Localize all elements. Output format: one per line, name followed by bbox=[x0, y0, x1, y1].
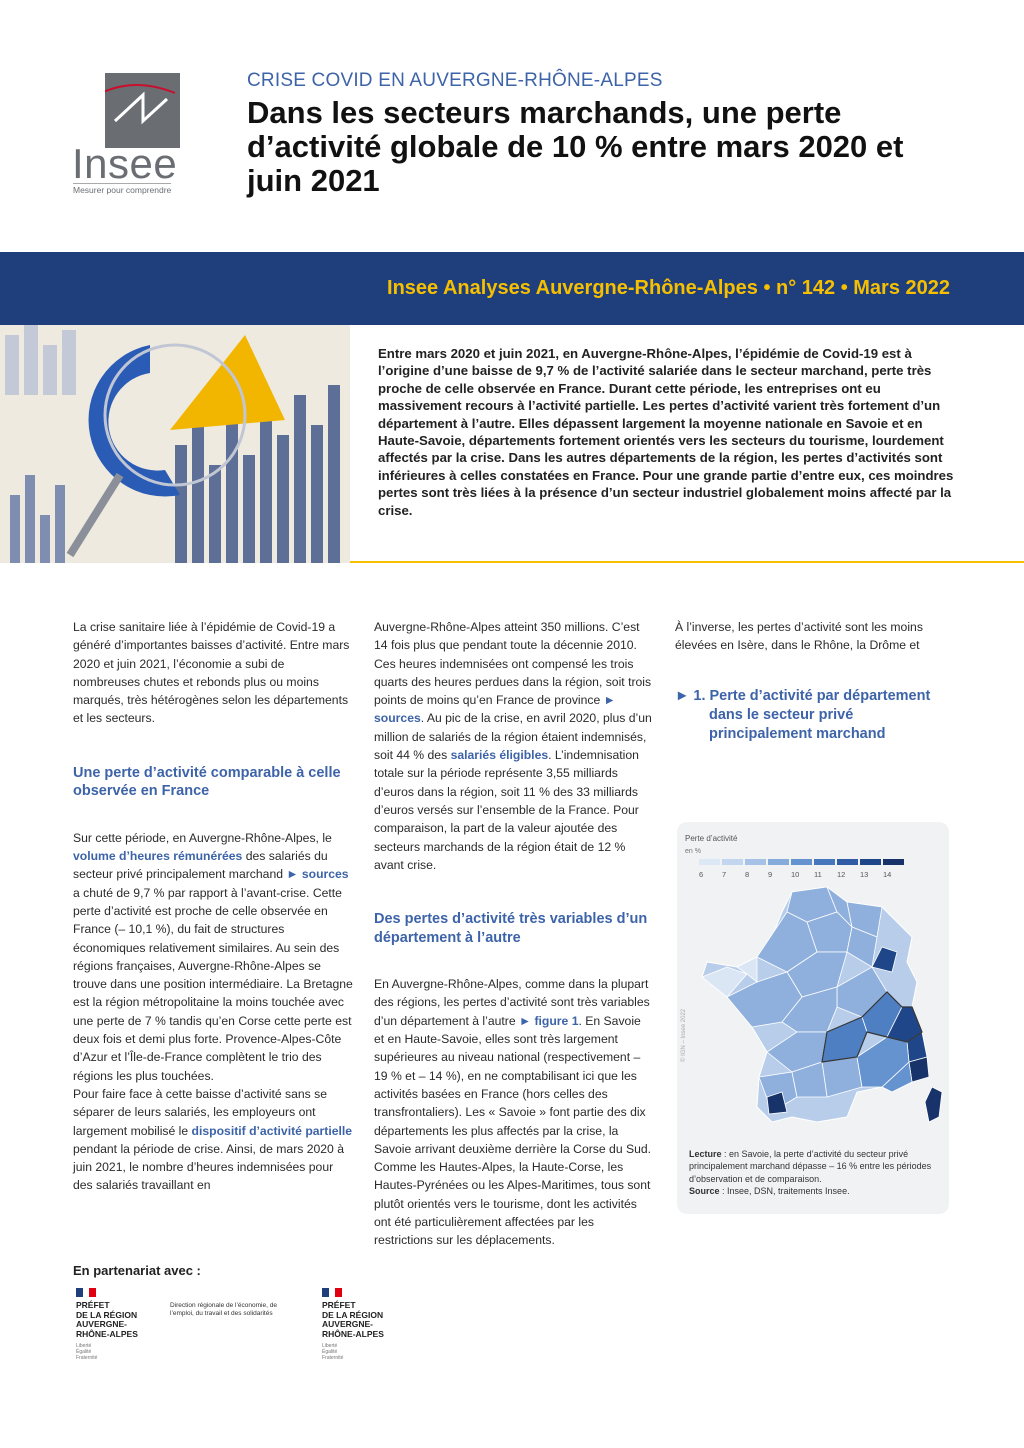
arrow-icon: ► bbox=[286, 867, 302, 882]
legend-swatch bbox=[722, 859, 743, 865]
publication-band bbox=[0, 252, 1024, 325]
legend-swatch bbox=[837, 859, 858, 865]
text-run: Auvergne-Rhône-Alpes atteint 350 millions. C’est 14 fois plus que pendant toute la décennie 2010. Ces heures indemnisées ont compensé les trois quarts des heures perdues dans la région, soit trois points de moins qu’en France de province bbox=[374, 620, 652, 708]
link-sources-2[interactable]: sources bbox=[374, 711, 421, 726]
text-run: . En Savoie et en Haute-Savoie, elles sont très largement supérieures au niveau national (respectivement – 19 % et – 14 %), en ne comptabilisant ici que les activités basées en France (hors celles des transfrontaliers). Les « Savoie » font partie des dix départements les plus affectés par la crise, la Savoie arrivant deuxième derrière la Corse du Sud. Comme les Hautes-Alpes, la Haute-Corse, les Hautes-Pyrénées ou les Alpes-Maritimes, tous sont plutôt orientés vers le tourisme, dont les activités ont été particulièrement affectées par les restrictions sur les déplacements. bbox=[374, 1013, 652, 1248]
text-run: des salariés du secteur privé principalement marchand bbox=[73, 849, 328, 882]
legend-tick: 9 bbox=[768, 870, 773, 879]
link-figure-1[interactable]: figure 1 bbox=[534, 1013, 579, 1028]
section-2-paragraph-2: À l’inverse, les pertes d’activité sont les moins élevées en Isère, dans le Rhône, la Drôme et bbox=[675, 620, 923, 653]
summary-text: Entre mars 2020 et juin 2021, en Auvergne-Rhône-Alpes, l’épidémie de Covid-19 est à l’origine d’une baisse de 9,7 % de l’activité salariée dans le secteur marchand, perte très proche de celle observée en France. Durant cette période, les entreprises ont eu massivement recours à l’activité partielle. Les pertes d’activité varient très fortement d’un département à l’autre. Elles dépassent largement la moyenne nationale en Savoie et en Haute-Savoie, départements fortement orientés vers les secteurs du tourisme, lourdement affectés par la crise. Dans les autres départements de la région, les pertes d’activités sont inférieures à celles constatées en France. Pour une grande partie d’entre eux, ces moindres pertes sont très liées à la présence d’un secteur industriel globalement moins affecté par la crise. bbox=[378, 346, 954, 518]
partner-line: PRÉFET bbox=[76, 1300, 110, 1310]
section-2-heading: Des pertes d’activité très variables d’un département à l’autre bbox=[374, 911, 648, 946]
legend-swatch bbox=[768, 859, 789, 865]
insee-logo bbox=[70, 70, 185, 200]
legend-swatch bbox=[745, 859, 766, 865]
text-run: pendant la période de crise. Ainsi, de mars 2020 à juin 2021, le nombre d’heures indemnisées pour des salariés travaillant en bbox=[73, 1141, 345, 1193]
column-3 bbox=[675, 618, 953, 744]
section-1-heading: Une perte d’activité comparable à celle observée en France bbox=[73, 764, 341, 800]
figure-1-title bbox=[675, 687, 953, 744]
legend-title: Perte d’activité bbox=[685, 834, 738, 843]
legend-tick: 13 bbox=[860, 870, 869, 879]
legend-swatch bbox=[814, 859, 835, 865]
legend-swatch bbox=[699, 859, 720, 865]
legend-swatch bbox=[860, 859, 881, 865]
section-1-paragraph-2 bbox=[73, 1085, 353, 1195]
intro-paragraph: La crise sanitaire liée à l’épidémie de Covid-19 a généré d’importantes baisses d’activité. Entre mars 2020 et juin 2021, l’économie a subi de nombreuses chutes et rebonds plus ou moins marqués, très hétérogènes selon les départements et les secteurs. bbox=[73, 620, 350, 726]
partner-line: AUVERGNE- bbox=[76, 1319, 128, 1329]
legend-tick: 10 bbox=[791, 870, 800, 879]
link-sources[interactable]: sources bbox=[301, 867, 349, 882]
map-credit: © IGN – Insee 2022 bbox=[681, 1008, 687, 1062]
partner-line: RHÔNE-ALPES bbox=[322, 1328, 384, 1339]
arrow-icon: ► bbox=[675, 687, 694, 704]
summary-box bbox=[350, 325, 1024, 563]
arrow-icon: ► bbox=[519, 1013, 535, 1028]
kicker: CRISE COVID EN AUVERGNE-RHÔNE-ALPES bbox=[247, 70, 663, 91]
legend-ticks bbox=[699, 870, 906, 879]
arrow-icon: ► bbox=[603, 693, 616, 708]
note-label: Lecture bbox=[689, 1149, 722, 1159]
text-run: a chuté de 9,7 % par rapport à l’avant-crise. Cette perte d’activité est proche de celle observée en France (– 10,1 %), du fait de structures économiques relativement similaires. Au sein des régions françaises, Auvergne-Rhône-Alpes se trouve dans une position intermédiaire. La Bretagne est la région métropolitaine la moins touchée avec une perte de 7 % tandis qu’en Corse cette perte est deux fois et demi plus forte. Provence-Alpes-Côte d’Azur et l’Île-de-France complètent le trio des régions les plus touchées. bbox=[73, 885, 353, 1083]
figure-1-card bbox=[677, 822, 949, 1214]
legend-tick: 7 bbox=[722, 870, 727, 879]
partner-line: DE LA RÉGION bbox=[322, 1309, 384, 1320]
legend-tick: 12 bbox=[837, 870, 846, 879]
section-1-paragraph-2-cont bbox=[374, 618, 654, 874]
french-flag-icon bbox=[76, 1288, 96, 1297]
page-title: Dans les secteurs marchands, une perte d’activité globale de 10 % entre mars 2020 et juin 2021 bbox=[247, 95, 904, 198]
note-text: : en Savoie, la perte d’activité du secteur privé principalement marchand dépasse – 16 % entre les périodes d’observation et de comparaison. bbox=[689, 1149, 932, 1184]
partner-line: DE LA RÉGION bbox=[76, 1309, 138, 1320]
legend-unit: en % bbox=[685, 848, 701, 855]
text-run: . L’indemnisation totale sur la période représente 3,55 milliards d’euros dans la région, soit 11 % des 33 milliards d’euros versés sur l’ensemble de la France. Pour comparaison, la part de la valeur ajoutée des secteurs marchands de la région était de 12 % avant crise. bbox=[374, 748, 639, 872]
partner-logo-prefet-2 bbox=[322, 1288, 384, 1361]
french-flag-icon bbox=[322, 1288, 342, 1297]
source-label: Source bbox=[689, 1186, 720, 1197]
legend-color-scale bbox=[699, 859, 906, 865]
column-2 bbox=[374, 618, 654, 1250]
legend-swatch bbox=[883, 859, 904, 865]
insee-logo-mark bbox=[105, 73, 180, 148]
link-activite-partielle[interactable]: dispositif d’activité partielle bbox=[191, 1123, 353, 1138]
legend-swatch bbox=[791, 859, 812, 865]
france-department-map bbox=[697, 882, 947, 1137]
figure-note bbox=[689, 1148, 939, 1198]
column-1 bbox=[73, 618, 353, 1195]
partner-line: RHÔNE-ALPES bbox=[76, 1328, 138, 1339]
insee-logo-tagline: Mesurer pour comprendre bbox=[73, 185, 172, 195]
text-run: Pour faire face à cette baisse d’activité sans se séparer de leurs salariés, les employeurs ont largement mobilisé le bbox=[73, 1086, 328, 1138]
partner-logo-prefet-1 bbox=[76, 1288, 138, 1361]
partner-motto: Liberté Égalité Fraternité bbox=[322, 1343, 344, 1361]
partner-line: AUVERGNE- bbox=[322, 1319, 374, 1329]
text-run: Sur cette période, en Auvergne-Rhône-Alpes, le bbox=[73, 830, 332, 845]
legend-tick: 6 bbox=[699, 870, 704, 879]
insee-logo-wordmark: Insee bbox=[72, 140, 178, 187]
hero-illustration bbox=[0, 325, 350, 563]
text-run: . Au pic de la crise, en avril 2020, plus d’un million de salariés de la région étaient indemnisés, soit 44 % des bbox=[374, 711, 652, 763]
link-volume-heures[interactable]: volume d’heures rémunérées bbox=[73, 849, 243, 864]
publication-info: Insee Analyses Auvergne-Rhône-Alpes • n° 142 • Mars 2022 bbox=[387, 277, 950, 299]
link-salaries-eligibles[interactable]: salariés éligibles bbox=[450, 748, 549, 763]
section-1-paragraph-1 bbox=[73, 829, 353, 1085]
source-text: : Insee, DSN, traitements Insee. bbox=[719, 1186, 850, 1197]
partner-motto: Liberté Égalité Fraternité bbox=[76, 1343, 98, 1361]
figure-title-text: 1. Perte d’activité par département dans le secteur privé principalement marchand bbox=[693, 687, 931, 742]
legend-tick: 14 bbox=[883, 870, 892, 879]
partner-direction: Direction régionale de l’économie, de l’emploi, du travail et des solidarités bbox=[170, 1302, 277, 1317]
legend-tick: 8 bbox=[745, 870, 750, 879]
partners-label: En partenariat avec : bbox=[73, 1263, 201, 1278]
legend-tick: 11 bbox=[814, 870, 822, 879]
partner-line: PRÉFET bbox=[322, 1300, 356, 1310]
text-run: En Auvergne-Rhône-Alpes, comme dans la plupart des régions, les pertes d’activité sont très variables d’un département à l’autre bbox=[374, 977, 650, 1028]
section-2-paragraph-1 bbox=[374, 975, 654, 1249]
